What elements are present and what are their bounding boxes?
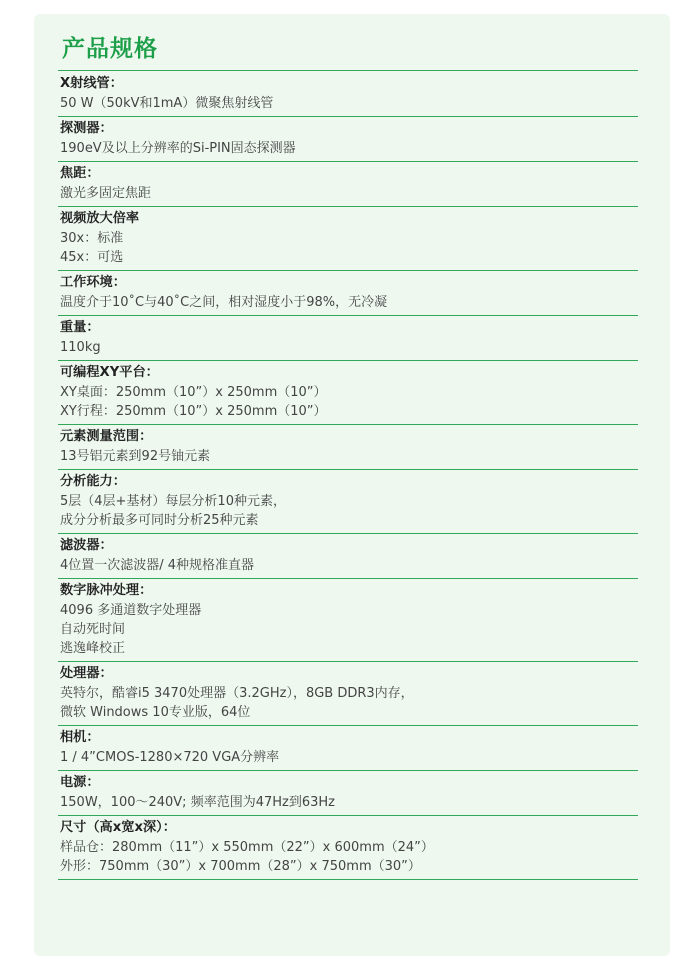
spec-value: 45x：可选 [60, 250, 124, 265]
spec-section [58, 361, 638, 425]
spec-value: 自动死时间 [60, 622, 126, 637]
spec-value: 150W，100～240V; 频率范围为47Hz到63Hz [60, 795, 335, 810]
spec-value: XY桌面：250mm（10”）x 250mm（10”） [60, 385, 327, 400]
spec-label: 探测器： [60, 121, 113, 136]
spec-label: 可编程XY平台： [60, 365, 159, 380]
spec-label: 视频放大倍率 [60, 211, 140, 226]
spec-label: 处理器： [60, 666, 113, 681]
spec-list [58, 72, 638, 880]
spec-value: 50 W（50kV和1mA）微聚焦射线管 [60, 96, 274, 111]
spec-value: 逃逸峰校正 [60, 641, 126, 656]
spec-value: 温度介于10˚C与40˚C之间，相对湿度小于98%，无冷凝 [60, 295, 388, 310]
spec-section [58, 425, 638, 470]
spec-label: 焦距： [60, 166, 100, 181]
spec-section [58, 771, 638, 816]
spec-value: 成分分析最多可同时分析25种元素 [60, 513, 259, 528]
spec-value: 激光多固定焦距 [60, 186, 152, 201]
spec-value: 4096 多通道数字处理器 [60, 603, 202, 618]
spec-label: 重量： [60, 320, 100, 335]
spec-label: 尺寸（高x宽x深）： [60, 820, 176, 835]
spec-value: XY行程：250mm（10”）x 250mm（10”） [60, 404, 327, 419]
spec-section [58, 162, 638, 207]
spec-value: 30x：标准 [60, 231, 124, 246]
spec-value: 样品仓：280mm（11”）x 550mm（22”）x 600mm（24”） [60, 840, 434, 855]
spec-value: 13号铝元素到92号铀元素 [60, 449, 211, 464]
spec-section [58, 579, 638, 662]
spec-label: 元素测量范围： [60, 429, 153, 444]
spec-section [58, 207, 638, 271]
spec-label: 相机： [60, 730, 100, 745]
spec-section [58, 816, 638, 880]
title-divider [58, 70, 638, 71]
spec-label: 电源： [60, 775, 100, 790]
page-title: 产品规格 [62, 36, 158, 62]
spec-value: 5层（4层+基材）每层分析10种元素， [60, 494, 286, 509]
spec-section [58, 271, 638, 316]
spec-value: 4位置一次滤波器/ 4种规格准直器 [60, 558, 255, 573]
spec-label: 数字脉冲处理： [60, 583, 153, 598]
spec-section [58, 72, 638, 117]
spec-value: 1 / 4”CMOS-1280×720 VGA分辨率 [60, 750, 280, 765]
spec-section [58, 316, 638, 361]
spec-value: 190eV及以上分辨率的Si-PIN固态探测器 [60, 141, 296, 156]
spec-section [58, 726, 638, 771]
spec-label: 滤波器： [60, 538, 113, 553]
spec-label: X射线管： [60, 76, 123, 91]
spec-label: 工作环境： [60, 275, 126, 290]
spec-section [58, 662, 638, 726]
spec-section [58, 470, 638, 534]
spec-label: 分析能力： [60, 474, 126, 489]
spec-value: 110kg [60, 340, 101, 355]
spec-value: 微软 Windows 10专业版，64位 [60, 705, 251, 720]
spec-section [58, 117, 638, 162]
spec-value: 英特尔，酷睿i5 3470处理器（3.2GHz），8GB DDR3内存， [60, 686, 414, 701]
spec-value: 外形：750mm（30”）x 700mm（28”）x 750mm（30”） [60, 859, 421, 874]
spec-section [58, 534, 638, 579]
